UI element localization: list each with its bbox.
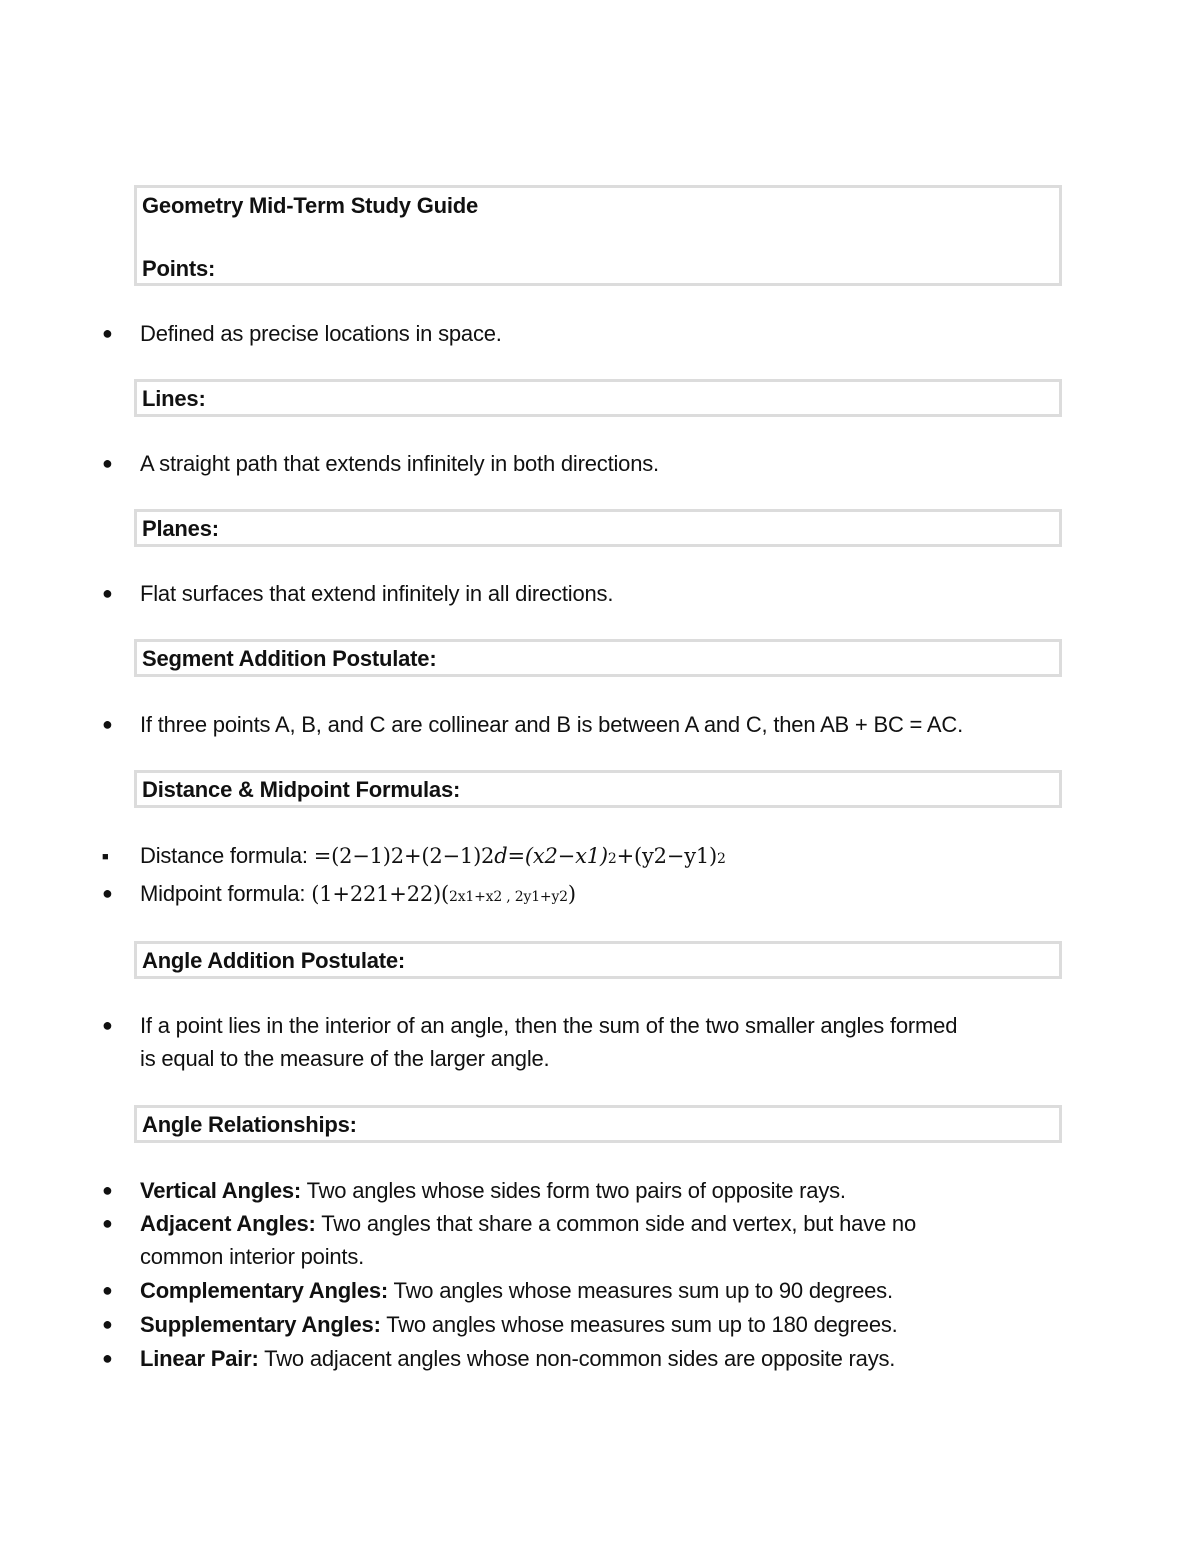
lines-definition: A straight path that extends infinitely in both directions.	[140, 451, 659, 476]
bullet-icon: ●	[102, 1348, 113, 1368]
list-item	[102, 577, 1062, 610]
bullet-icon: ●	[102, 583, 113, 603]
segment-definition: If three points A, B, and C are collinear and B is between A and C, then AB + BC = AC.	[140, 712, 963, 737]
term-adjacent-angles: Adjacent Angles:	[140, 1211, 316, 1236]
midpoint-math-a: (1+221+22)(	[311, 882, 450, 906]
planes-heading-box	[134, 509, 1062, 547]
points-heading: Points:	[142, 256, 216, 281]
angle-addition-heading-box	[134, 941, 1062, 979]
distance-math-b: d=(x2−x1)	[494, 844, 608, 868]
def-supplementary-angles: Two angles whose measures sum up to 180 degrees.	[380, 1312, 898, 1337]
bullet-icon: ■	[102, 851, 109, 863]
list-item	[102, 1342, 1062, 1375]
list-item	[102, 1009, 1062, 1075]
lines-heading-box	[134, 379, 1062, 417]
term-linear-pair: Linear Pair:	[140, 1346, 259, 1371]
bullet-icon: ●	[102, 1180, 113, 1200]
angle-addition-heading: Angle Addition Postulate:	[142, 948, 406, 973]
list-item	[102, 1308, 1062, 1341]
midpoint-label: Midpoint formula:	[140, 881, 312, 906]
bullet-icon: ●	[102, 883, 113, 903]
list-item	[102, 1207, 1062, 1273]
segment-heading: Segment Addition Postulate:	[142, 646, 437, 671]
bullet-icon: ●	[102, 1280, 113, 1300]
title-box	[134, 185, 1062, 286]
midpoint-math-c: )	[567, 882, 576, 906]
distance-math-a: =(2−1)2+(2−1)2	[313, 844, 495, 868]
lines-heading: Lines:	[142, 386, 206, 411]
distance-math-e: 2	[717, 851, 726, 867]
bullet-icon: ●	[102, 1015, 113, 1035]
bullet-icon: ●	[102, 1213, 113, 1233]
distance-label: Distance formula:	[140, 843, 314, 868]
planes-definition: Flat surfaces that extend infinitely in all directions.	[140, 581, 614, 606]
term-complementary-angles: Complementary Angles:	[140, 1278, 389, 1303]
list-item	[102, 1274, 1062, 1307]
distance-heading-box	[134, 770, 1062, 808]
def-complementary-angles: Two angles whose measures sum up to 90 degrees.	[388, 1278, 893, 1303]
list-item	[102, 839, 1062, 876]
def-linear-pair: Two adjacent angles whose non-common sides are opposite rays.	[258, 1346, 896, 1371]
term-vertical-angles: Vertical Angles:	[140, 1178, 302, 1203]
list-item	[102, 1174, 1062, 1207]
angle-addition-line1: If a point lies in the interior of an angle, then the sum of the two smaller angles formed	[140, 1013, 958, 1038]
angle-addition-line2: is equal to the measure of the larger angle.	[140, 1046, 550, 1071]
distance-math-d: +(y2−y1)	[616, 844, 718, 868]
document-title: Geometry Mid-Term Study Guide	[142, 193, 479, 218]
list-item	[102, 447, 1062, 480]
list-item	[102, 317, 1062, 350]
bullet-icon: ●	[102, 714, 113, 734]
def-vertical-angles: Two angles whose sides form two pairs of opposite rays.	[301, 1178, 846, 1203]
def-adjacent-angles-line2: common interior points.	[140, 1244, 365, 1269]
def-adjacent-angles: Two angles that share a common side and vertex, but have no	[315, 1211, 916, 1236]
relationships-heading-box	[134, 1105, 1062, 1143]
midpoint-formula	[140, 877, 1062, 914]
midpoint-math-b: 2x1+x2 , 2y1+y2	[449, 889, 568, 905]
bullet-icon: ●	[102, 1314, 113, 1334]
distance-formula	[140, 839, 1062, 876]
list-item	[102, 877, 1062, 914]
points-definition: Defined as precise locations in space.	[140, 321, 502, 346]
distance-heading: Distance & Midpoint Formulas:	[142, 777, 461, 802]
bullet-icon: ●	[102, 453, 113, 473]
list-item	[102, 708, 1062, 741]
bullet-icon: ●	[102, 323, 113, 343]
term-supplementary-angles: Supplementary Angles:	[140, 1312, 381, 1337]
segment-heading-box	[134, 639, 1062, 677]
relationships-heading: Angle Relationships:	[142, 1112, 357, 1137]
planes-heading: Planes:	[142, 516, 219, 541]
distance-math-c: 2	[607, 851, 617, 867]
